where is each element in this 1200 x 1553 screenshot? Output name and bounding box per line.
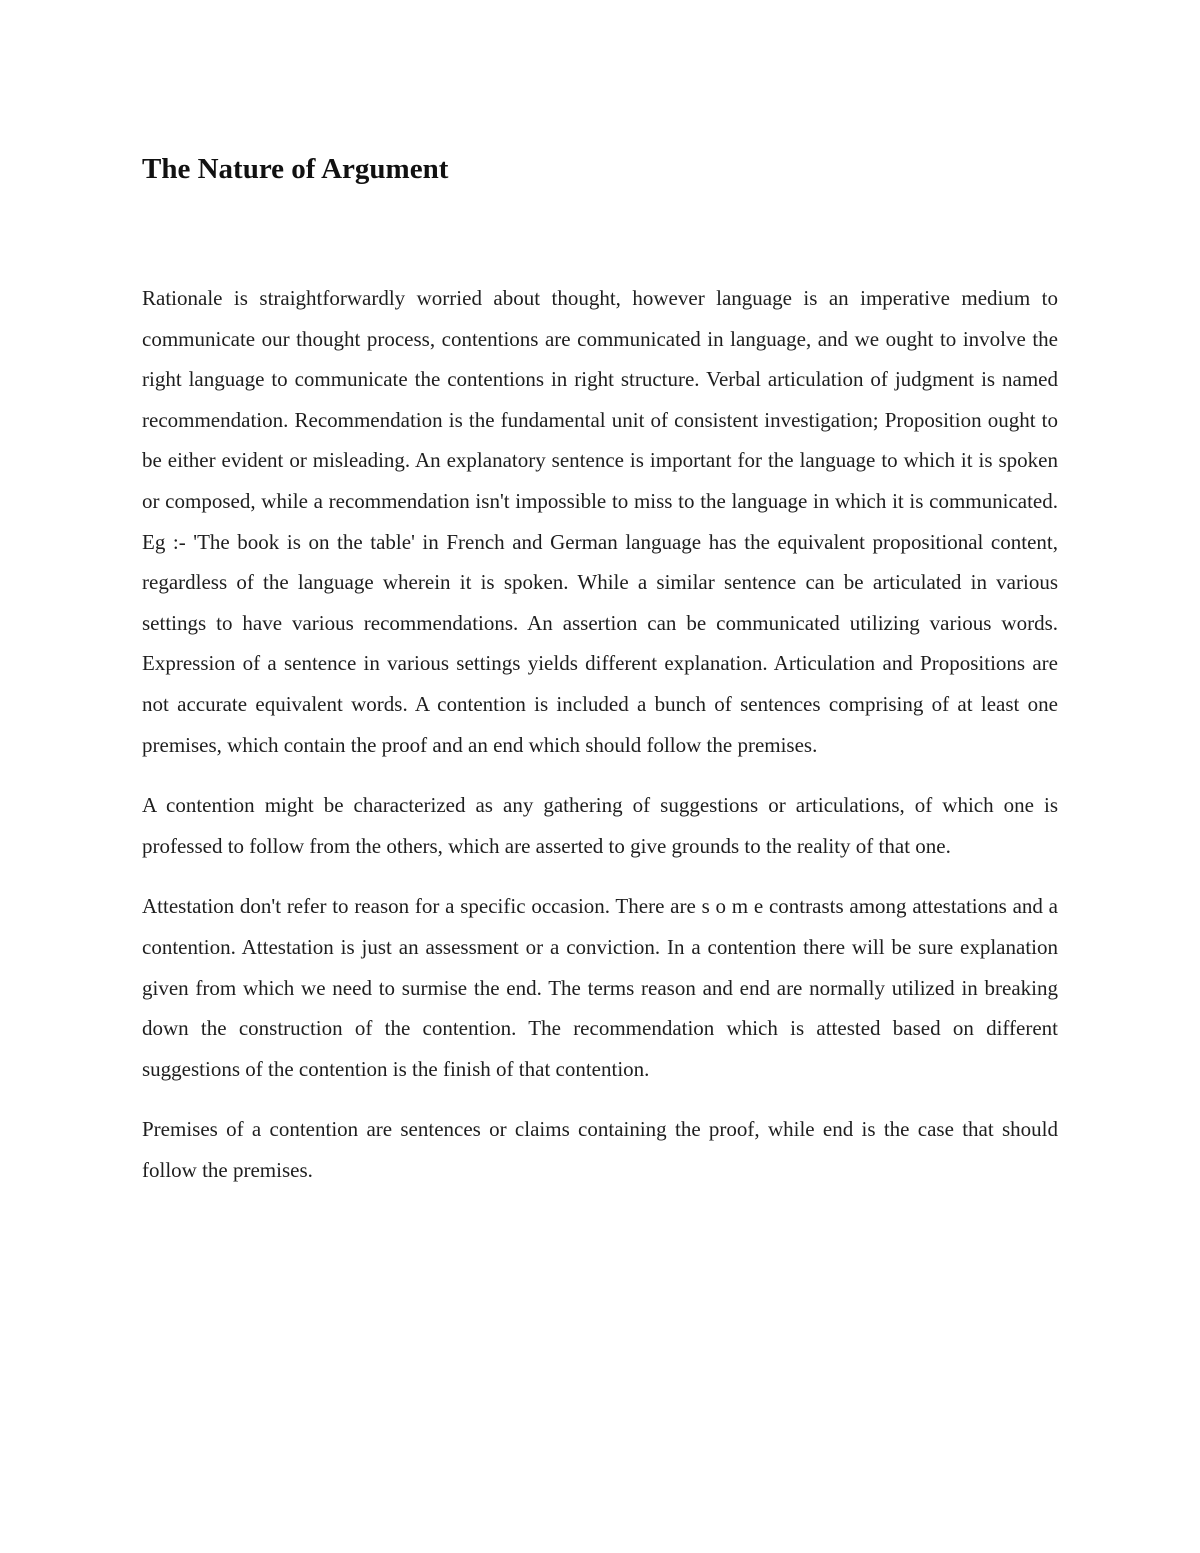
paragraph-attestation: Attestation don't refer to reason for a specific occasion. There are s o m e contrasts among attestations and a contention. Attestation is just an assessment or a conviction. In a contention there will be sure explanation given from which we need to surmise the end. The terms reason and end are normally utilized in breaking down the construction of the contention. The recommendation which is attested based on different suggestions of the contention is the finish of that contention. — [142, 894, 1058, 1081]
paragraph-contention-definition: A contention might be characterized as any gathering of suggestions or articulations, of which one is professed to follow from the others, which are asserted to give grounds to the reality of that one. — [142, 793, 1058, 858]
paragraph-premises: Premises of a contention are sentences or claims containing the proof, while end is the case that should follow the premises. — [142, 1117, 1058, 1182]
paragraph-rationale: Rationale is straightforwardly worried about thought, however language is an imperative medium to communicate our thought process, contentions are communicated in language, and we ought to involve the right language to communicate the contentions in right structure. Verbal articulation of judgment is named recommendation. Recommendation is the fundamental unit of consistent investigation; Proposition ought to be either evident or misleading. An explanatory sentence is important for the language to which it is spoken or composed, while a recommendation isn't impossible to miss to the language in which it is communicated. Eg :- 'The book is on the table' in French and German language has the equivalent propositional content, regardless of the language wherein it is spoken. While a similar sentence can be articulated in various settings to have various recommendations. An assertion can be communicated utilizing various words. Expression of a sentence in various settings yields different explanation. Articulation and Propositions are not accurate equivalent words. A contention is included a bunch of sentences comprising of at least one premises, which contain the proof and an end which should follow the premises. — [142, 286, 1058, 757]
document-body — [142, 278, 1058, 1210]
document-title: The Nature of Argument — [142, 153, 449, 185]
